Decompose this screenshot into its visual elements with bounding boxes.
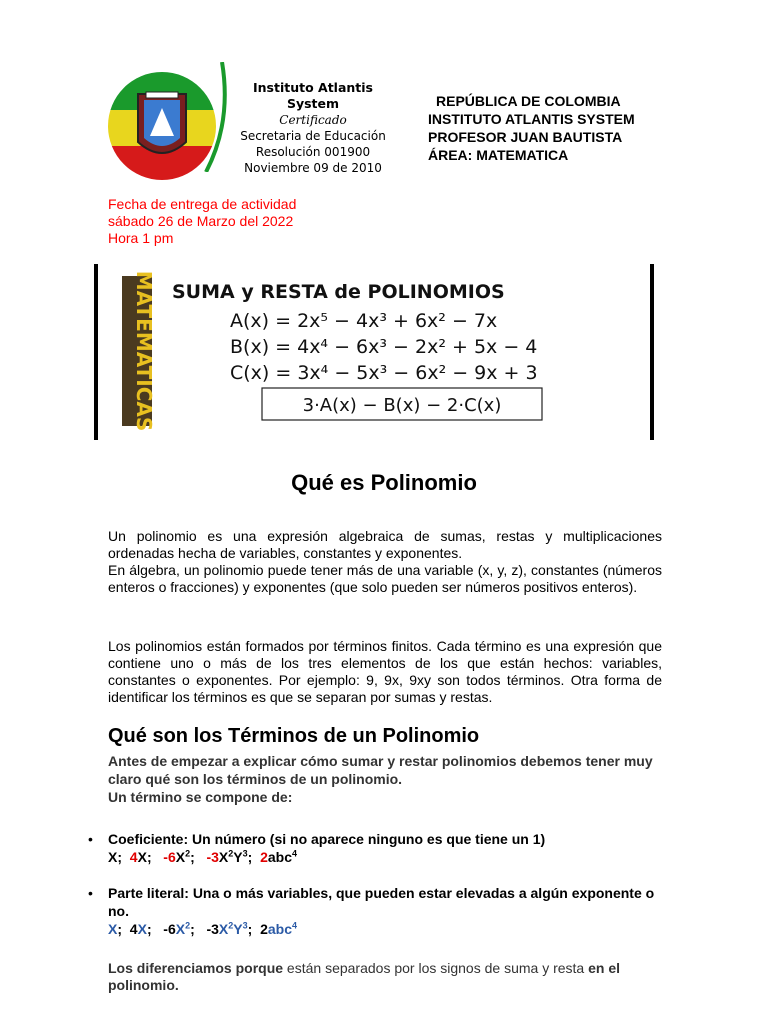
delivery-title: Fecha de entrega de actividad xyxy=(108,196,297,212)
closing-paragraph xyxy=(108,960,662,994)
bullet-dot: • xyxy=(88,831,93,847)
bullet-coeficiente-label: Coeficiente: Un número (si no aparece ninguno es que tiene un 1) xyxy=(108,831,546,847)
bullet-parte-literal-text xyxy=(108,884,668,938)
bullet-dot: • xyxy=(88,885,93,901)
banner-expression: 3·A(x) − B(x) − 2·C(x) xyxy=(302,395,502,416)
banner-eq-a: A(x) = 2x⁵ − 4x³ + 6x² − 7x xyxy=(230,310,498,332)
banner-side-text: MATEMATICAS xyxy=(132,270,156,432)
banner-title: SUMA y RESTA de POLINOMIOS xyxy=(172,281,505,303)
delivery-date: sábado 26 de Marzo del 2022 xyxy=(108,213,294,229)
section-title-polinomio: Qué es Polinomio xyxy=(291,470,477,495)
polynomial-banner xyxy=(92,264,658,440)
parte-literal-examples: X; 4X; $-6X^2$; $-3X^2Y^3$; 2abc$^4$ xyxy=(108,920,297,937)
paragraph-definition xyxy=(108,528,662,596)
section2-intro xyxy=(108,752,668,806)
paragraph-algebra-text: En álgebra, un polinomio puede tener más de una variable (x, y, z), constantes (números enteros o fracciones) y exponentes (que solo pueden ser números positivos enteros). xyxy=(108,562,662,595)
seal-green-stroke xyxy=(202,62,232,172)
bullet-coeficiente-text xyxy=(108,830,668,866)
institute-seal-logo xyxy=(108,72,216,180)
banner-eq-b: B(x) = 4x⁴ − 6x³ − 2x² + 5x − 4 xyxy=(230,336,538,358)
date-label: Noviembre 09 de 2010 xyxy=(244,161,382,175)
republic-line: REPÚBLICA DE COLOMBIA xyxy=(436,93,621,109)
delivery-hour: Hora 1 pm xyxy=(108,230,174,246)
paragraph-terms: Los polinomios están formados por términos finitos. Cada término es una expresión que contiene uno o más de los tres elementos de los que están hechos: variables, constantes o exponentes. Por ejemplo: 9, 9x, 9xy son todos términos. Otra forma de identificar los términos es que se separan por sumas y restas. xyxy=(108,638,662,705)
closing-normal: están separados por los signos de suma y resta xyxy=(283,960,589,976)
institute-info xyxy=(238,80,388,176)
institute-name: Instituto Atlantis System xyxy=(252,80,373,111)
institute-line: INSTITUTO ATLANTIS SYSTEM xyxy=(428,111,635,127)
banner-eq-c: C(x) = 3x⁴ − 5x³ − 6x² − 9x + 3 xyxy=(230,362,538,384)
paragraph-definition-text: Un polinomio es una expresión algebraica de sumas, restas y multiplicaciones ordenadas hecha de variables, constantes y exponentes. xyxy=(108,528,662,561)
coeficiente-examples: X; 4X; $-6X^2$; $-3X^2Y^3$; 2abc$^4$ xyxy=(108,848,297,865)
bullet-parte-literal xyxy=(88,884,688,940)
secretary-label: Secretaria de Educación xyxy=(240,129,386,143)
country-institute-header xyxy=(428,92,635,164)
closing-bold-1: Los diferenciamos porque xyxy=(108,960,284,976)
section-title-terminos: Qué son los Términos de un Polinomio xyxy=(108,725,480,747)
resolution-label: Resolución 001900 xyxy=(255,145,371,159)
bullet-coeficiente xyxy=(88,830,688,870)
intro-text: Antes de empezar a explicar cómo sumar y restar polinomios debemos tener muy claro qué son los términos de un polinomio. xyxy=(108,753,653,787)
teacher-line: PROFESOR JUAN BAUTISTA xyxy=(428,129,623,145)
bullet-parte-literal-label: Parte literal: Una o más variables, que pueden estar elevadas a algún exponente o no. xyxy=(108,885,655,919)
certified-label: Certificado xyxy=(279,113,347,127)
intro-compone: Un término se compone de: xyxy=(108,789,293,805)
area-line: ÁREA: MATEMATICA xyxy=(428,147,569,163)
delivery-info xyxy=(108,196,296,247)
closing-bold-2: en el polinomio. xyxy=(108,960,621,993)
